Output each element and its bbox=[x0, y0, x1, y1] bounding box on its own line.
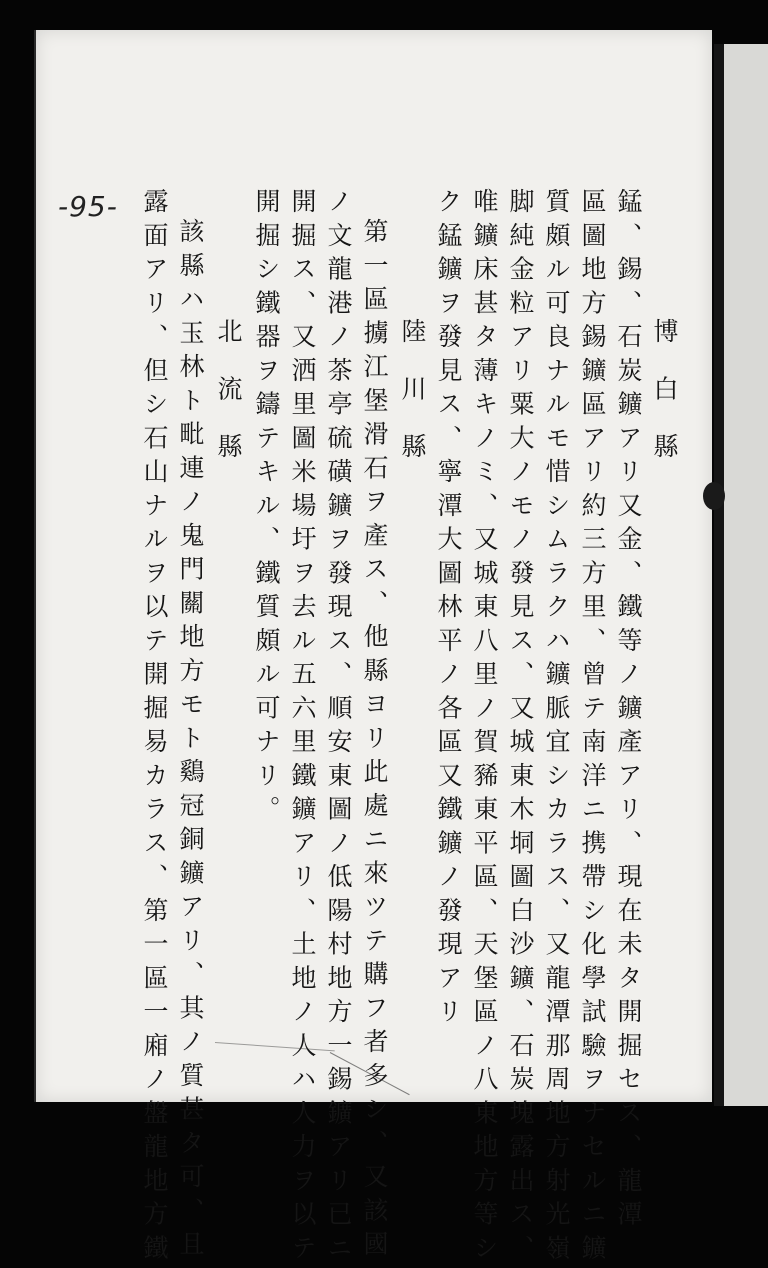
text-column-4: 脚純金粒アリ粟大ノモノ發見ス、又城東木垌圖白沙鑛、石炭塊露出ス、 bbox=[506, 188, 535, 1268]
binding-clip bbox=[703, 482, 725, 510]
text-column-7: 第一區擄江堡滑石ヲ產ス、他縣ヨリ此處ニ來ツテ購フ者多シ、又該國 bbox=[360, 218, 389, 1265]
text-column-3: 質頗ル可良ナルモ惜シムラクハ鑛脈宜シカラス、又龍潭那周地方射光嶺 bbox=[542, 188, 571, 1268]
text-column-10: 開掘シ鐵器ヲ鑄テキル、鐵質頗ル可ナリ。 bbox=[252, 188, 281, 830]
heading-beiliu-county: 北流縣 bbox=[214, 318, 243, 491]
adjacent-page-edge bbox=[714, 44, 768, 1106]
text-column-11: 該縣ハ玉林ト毗連ノ鬼門關地方モト鷄冠銅鑛アリ、其ノ質甚タ可、且 bbox=[176, 218, 205, 1265]
heading-luchuan-county: 陸川縣 bbox=[398, 318, 427, 491]
text-column-12: 露面アリ、但シ石山ナルヲ以テ開掘易カラス、第一區一廂ノ盤龍地方鐵 bbox=[140, 188, 169, 1268]
text-column-9: 開掘ス、又洒里圖米場圩ヲ去ル五六里鐵鑛アリ、土地ノ人ハ人力ヲ以テ bbox=[288, 188, 317, 1268]
text-column-5: 唯鑛床甚タ薄キノミ、又城東八里ノ賀豨東平區、天堡區ノ八東地方等シ bbox=[470, 188, 499, 1268]
heading-bobai-county: 博白縣 bbox=[650, 318, 679, 491]
text-column-1: 錳、錫、石炭鑛アリ又金、鐵等ノ鑛產アリ、現在未タ開掘セス、龍潭 bbox=[614, 188, 643, 1235]
text-column-2: 區圖地方錫鑛區アリ約三方里、曾テ南洋ニ携帶シ化學試驗ヲナセルニ鑛 bbox=[578, 188, 607, 1268]
text-column-6: ク錳鑛ヲ發見ス、寧潭大圖林平ノ各區又鐵鑛ノ發現アリ bbox=[434, 188, 463, 1032]
text-column-8: ノ文龍港ノ茶亭硫磺鑛ヲ發現ス、順安東圖ノ低陽村地方一錫鑛アリ已ニ bbox=[324, 188, 353, 1268]
page-number: -95- bbox=[58, 190, 118, 223]
